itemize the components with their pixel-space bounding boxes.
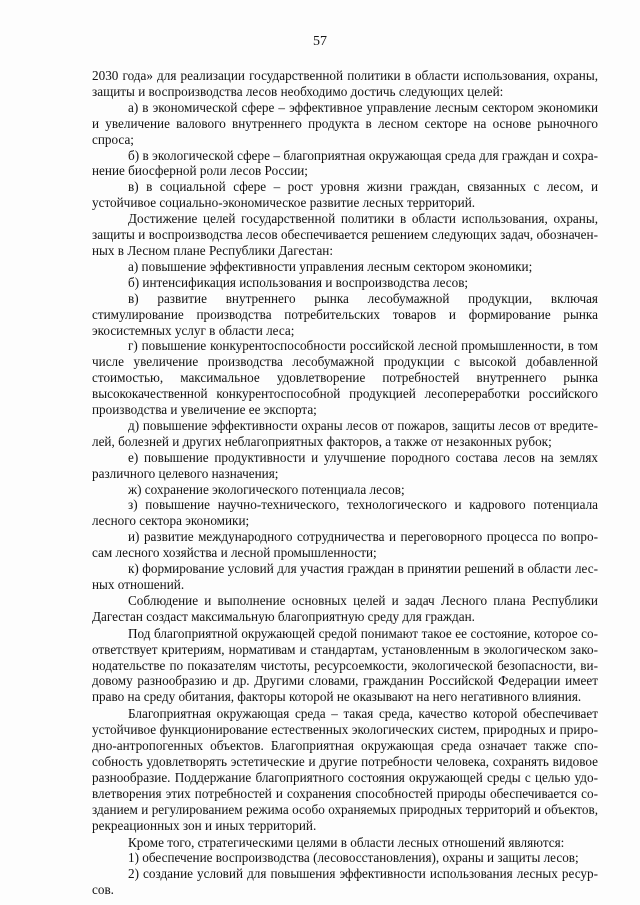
paragraph: Под благоприятной окружающей средой понимают такое ее состояние, которое соответствует критериям, нормативам и стандартам, установленным в экологическом законодательстве по показателям чистоты, ресурсоемкости, экологической безопасности, видовому разнообразию и др. Другими словами, гражданин Российской Федерации имеет право на среду обитания, факторы которой не оказывают на него негативного влияния. — [92, 625, 598, 705]
paragraph: Соблюдение и выполнение основных целей и задач Лесного плана Республики Дагестан создаст максимальную благоприятную среду для граждан. — [92, 592, 598, 624]
paragraph: 1) обеспечение воспроизводства (лесовосстановления), охраны и защиты лесов; — [128, 850, 579, 866]
paragraph: б) интенсификация использования и воспроизводства лесов; — [128, 274, 469, 290]
paragraph: г) повышение конкурентоспособности российской лесной промышленности, в том числе увеличение производства лесобумажной продукции с высокой добавленной стоимостью, максимальное удовлетворение потребностей внутреннего рынка высококачественной конкурентоспособной продукцией лесопереработки российского производства и увеличение ее экспорта; — [92, 338, 598, 418]
paragraph: 2030 года» для реализации государственной политики в области использования, охраны, защиты и воспроизводства лесов необходимо достичь следующих целей: — [92, 68, 598, 99]
paragraph: и) развитие международного сотрудничества и переговорного процесса по вопросам лесного хозяйства и лесной промышленности; — [92, 529, 598, 561]
body-text — [92, 68, 598, 898]
paragraph: д) повышение эффективности охраны лесов от пожаров, защиты лесов от вредителей, болезней и других неблагоприятных факторов, а также от незаконных рубок; — [92, 417, 598, 449]
paragraph: Достижение целей государственной политики в области использования, охраны, защиты и воспроизводства лесов обеспечивается решением следующих задач, обозначенных в Лесном плане Республики Дагестан: — [92, 211, 598, 258]
paragraph: в) в социальной сфере – рост уровня жизни граждан, связанных с лесом, и устойчивое социально-экономическое развитие лесных территорий. — [92, 179, 598, 211]
paragraph: ж) сохранение экологического потенциала лесов; — [128, 481, 405, 497]
paragraph: з) повышение научно-технического, технологического и кадрового потенциала лесного сектора экономики; — [92, 497, 598, 529]
paragraph: Благоприятная окружающая среда – такая среда, качество которой обеспечивает устойчивое функционирование естественных экологических систем, природных и природно-антропогенных объектов. Благоприятная окружающая среда означает также способность удовлетворять эстетические и другие потребности человека, сохранять видовое разнообразие. Поддержание благоприятного состояния окружающей среды с целью удовлетворения этих потребностей и сохранения способностей природы обеспечивается созданием и регулированием режима особо охраняемых природных территорий и объектов, рекреационных зон и иных территорий. — [92, 706, 598, 833]
paragraph: е) повышение продуктивности и улучшение породного состава лесов на землях различного целевого назначения; — [92, 449, 598, 481]
page-number: 57 — [313, 34, 327, 49]
paragraph: 2) создание условий для повышения эффективности использования лесных ресурсов. — [92, 866, 598, 898]
paragraph: б) в экологической сфере – благоприятная окружающая среда для граждан и сохранение биосферной роли лесов России; — [92, 147, 598, 179]
paragraph: в) развитие внутреннего рынка лесобумажной продукции, включая стимулирование производства потребительских товаров и формирование рынка экосистемных услуг в области леса; — [92, 290, 598, 338]
paragraph: а) в экономической сфере – эффективное управление лесным сектором экономики и увеличение валового внутреннего продукта в лесном секторе на основе рыночного спроса; — [92, 99, 598, 147]
paragraph: Кроме того, стратегическими целями в области лесных отношений являются: — [128, 834, 565, 850]
paragraph: а) повышение эффективности управления лесным сектором экономики; — [128, 258, 533, 274]
paragraph: к) формирование условий для участия граждан в принятии решений в области лесных отношений. — [92, 561, 598, 592]
